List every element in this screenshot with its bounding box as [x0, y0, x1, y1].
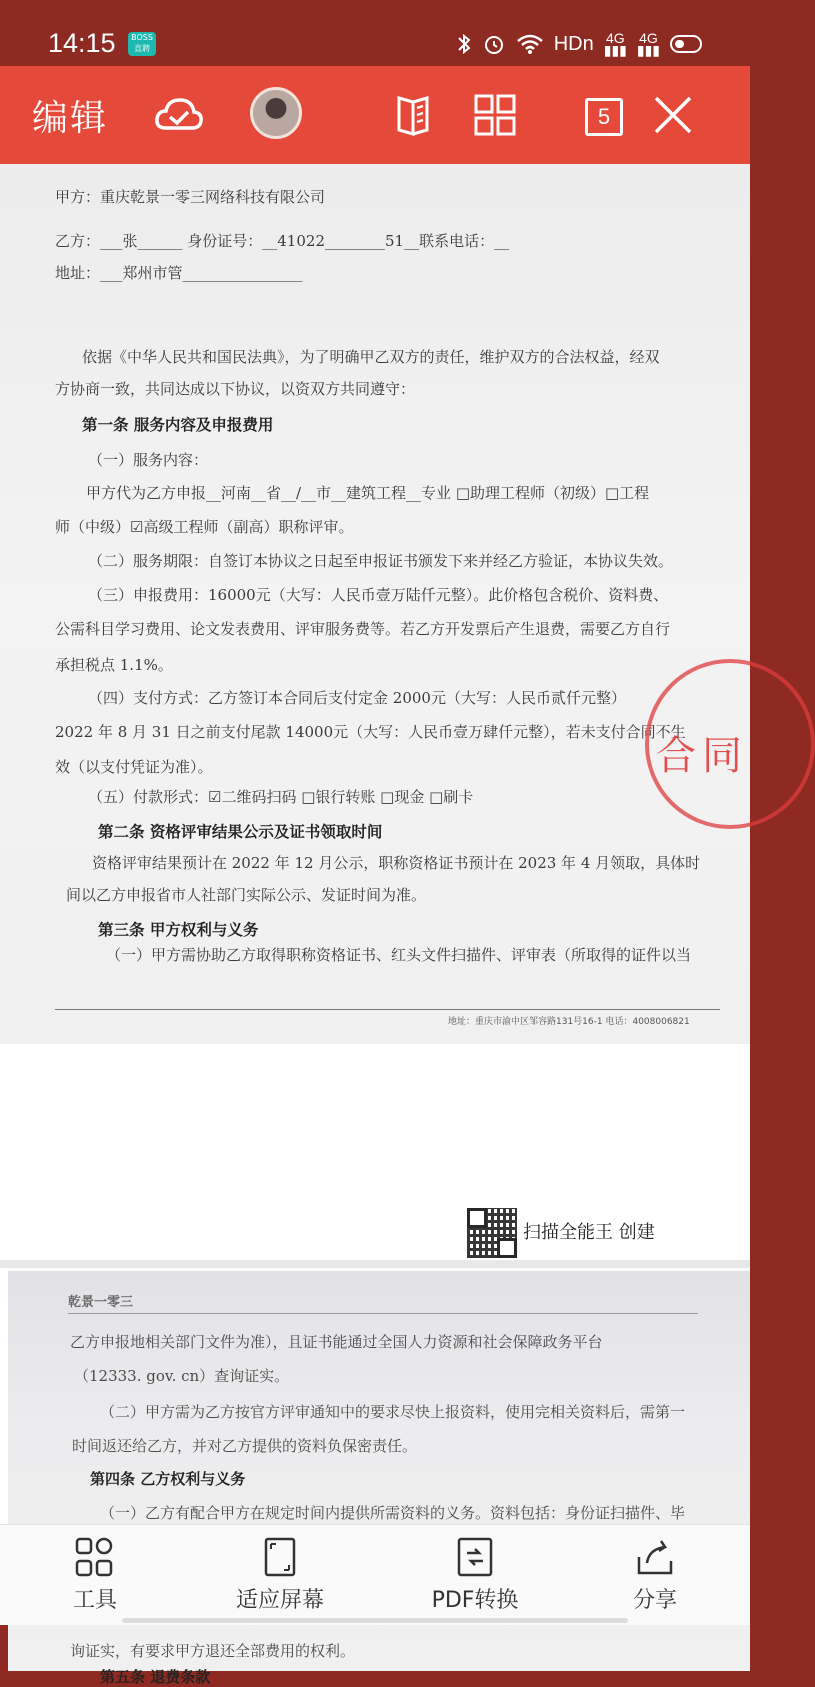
document-page-1 [0, 164, 750, 1044]
home-indicator[interactable] [122, 1618, 628, 1623]
service-period-line: （二）服务期限：自签订本协议之日起至申报证书颁发下来并经乙方验证，本协议失效。 [88, 552, 674, 570]
close-icon[interactable] [646, 88, 700, 142]
footer-address: 地址：重庆市渝中区邹容路131号16-1 电话：4008006821 [448, 1017, 690, 1027]
reader-mode-icon[interactable] [387, 88, 441, 142]
wifi-icon [516, 33, 544, 55]
camscanner-watermark: 扫描全能王 创建 [523, 1222, 655, 1243]
page-2-line-3: （二）甲方需为乙方按官方评审通知中的要求尽快上报资料，使用完相关资料后，需第一 [100, 1403, 686, 1421]
cloud-sync-icon[interactable] [152, 88, 206, 142]
article-3-title: 第三条 甲方权利与义务 [98, 921, 259, 939]
article-2-title: 第二条 资格评审结果公示及证书领取时间 [98, 823, 383, 841]
share-button[interactable] [610, 1535, 700, 1621]
payment-method-line: （五）付款形式：☑二维码扫码 □银行转账 □现金 □刷卡 [88, 788, 474, 806]
fee-line-1: （三）申报费用：16000元（大写：人民币壹万陆仟元整）。此价格包含税价、资料费、 [88, 586, 669, 604]
article-3-line-1: （一）甲方需协助乙方取得职称资格证书、红头文件扫描件、评审表（所取得的证件以当 [106, 946, 692, 964]
service-content-line-2: 师（中级）☑高级工程师（副高）职称评审。 [55, 518, 354, 536]
pdf-convert-button[interactable] [415, 1535, 535, 1621]
grid-view-icon[interactable] [468, 88, 522, 142]
intro-line-1: 依据《中华人民共和国民法典》，为了明确甲乙双方的责任，维护双方的合法权益，经双 [82, 348, 660, 366]
page-2-header-rule [68, 1313, 698, 1314]
fit-screen-button[interactable] [225, 1535, 335, 1621]
bottom-toolbar [0, 1524, 750, 1625]
alarm-icon [482, 32, 506, 56]
status-bar [0, 0, 750, 66]
payment-line-2: 2022 年 8 月 31 日之前支付尾款 14000元（大写：人民币壹万肆仟元整），若未支付合同不生 [55, 723, 686, 741]
article-2-line-2: 间以乙方申报省市人社部门实际公示、发证时间为准。 [66, 886, 427, 904]
article-5-title: 第五条 退费条款 [100, 1668, 211, 1686]
qr-code-icon [467, 1208, 517, 1258]
bluetooth-icon [456, 32, 472, 56]
article-4-title: 第四条 乙方权利与义务 [90, 1470, 246, 1488]
pdf-convert-icon [453, 1535, 497, 1579]
status-time: 14:15 [48, 28, 116, 58]
fee-line-3: 承担税点 1.1%。 [55, 656, 173, 674]
intro-line-2: 方协商一致，共同达成以下协议，以资双方共同遵守： [55, 380, 416, 398]
page-count-button[interactable]: 5 [585, 98, 623, 136]
tools-icon [73, 1535, 117, 1579]
service-content-title: （一）服务内容： [88, 451, 209, 469]
page-2-line-2: （12333. gov. cn）查询证实。 [74, 1367, 290, 1385]
signal-4g-icon: 4G ▮▮▮ [603, 30, 627, 58]
page-2-line-5: （一）乙方有配合甲方在规定时间内提供所需资料的义务。资料包括：身份证扫描件、毕 [100, 1504, 686, 1522]
share-icon [633, 1535, 677, 1579]
boss-app-icon: BOSS 直聘 [128, 32, 156, 56]
tools-label: 工具 [72, 1588, 117, 1613]
status-icons [456, 30, 702, 58]
edit-button[interactable]: 编辑 [32, 98, 109, 139]
article-2-line-1: 资格评审结果预计在 2022 年 12 月公示，职称资格证书预计在 2023 年 4 月领取，具体时 [92, 854, 701, 872]
article-1-title: 第一条 服务内容及申报费用 [82, 416, 274, 434]
address-line: 地址：___郑州市管________________ [55, 264, 303, 282]
avatar[interactable] [250, 87, 302, 139]
page-2-line-4: 时间返还给乙方，并对乙方提供的资料负保密责任。 [72, 1437, 418, 1455]
share-label: 分享 [632, 1588, 677, 1613]
payment-line-1: （四）支付方式：乙方签订本合同后支付定金 2000元（大写：人民币贰仟元整） [88, 689, 626, 707]
page-footer-rule [55, 1009, 720, 1010]
page-2-line-9: 询证实，有要求甲方退还全部费用的权利。 [70, 1642, 356, 1660]
page-2-logo: 乾景一零三 [68, 1295, 134, 1310]
party-a-line: 甲方：重庆乾景一零三网络科技有限公司 [55, 188, 326, 206]
page-separator [0, 1260, 750, 1268]
page-2-line-1: 乙方申报地相关部门文件为准），且证书能通过全国人力资源和社会保障政务平台 [70, 1333, 603, 1351]
fee-line-2: 公需科目学习费用、论文发表费用、评审服务费等。若乙方开发票后产生退费，需要乙方自行 [55, 620, 671, 638]
tools-button[interactable] [50, 1535, 140, 1621]
network-label: HDn [553, 32, 594, 55]
pdf-convert-label: PDF转换 [431, 1588, 519, 1613]
fit-screen-label: 适应屏幕 [235, 1588, 324, 1613]
service-content-line-1: 甲方代为乙方申报__河南__省__/__市__建筑工程__专业 □助理工程师（初级）□工程 [86, 484, 650, 502]
payment-line-3: 效（以支付凭证为准）。 [55, 758, 213, 776]
fit-screen-icon [258, 1535, 302, 1579]
top-toolbar [0, 66, 750, 164]
battery-icon [670, 35, 702, 53]
seal-label: 合同 [656, 733, 748, 779]
signal-4g-icon-2: 4G ▮▮▮ [636, 30, 660, 58]
party-b-line: 乙方：___张______ 身份证号：__41022________51__联系电话：__ [55, 232, 510, 250]
